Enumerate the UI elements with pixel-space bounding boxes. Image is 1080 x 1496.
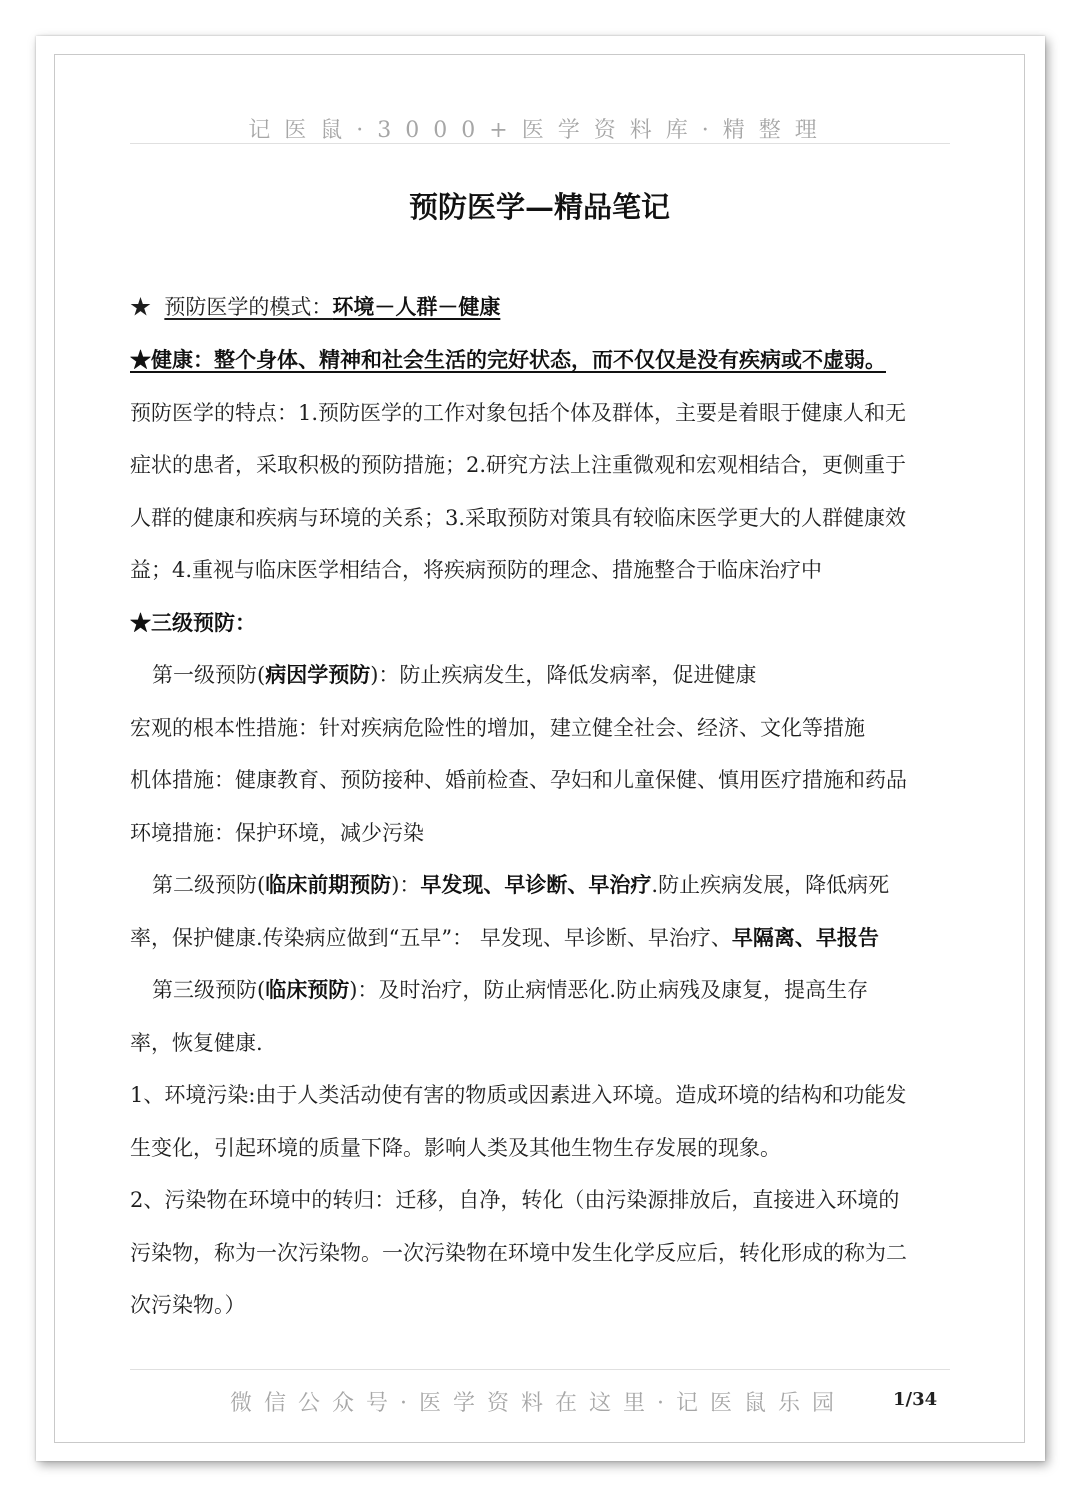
line-health-definition: ★健康：整个身体、精神和社会生活的完好状态，而不仅仅是没有疾病或不虚弱。 — [130, 347, 886, 372]
line-five-early — [130, 924, 960, 952]
header-divider — [130, 143, 950, 144]
footer-divider — [130, 1369, 950, 1370]
paragraph-line: 宏观的根本性措施：针对疾病危险性的增加，建立健全社会、经济、文化等措施 — [130, 716, 865, 740]
paragraph-line: 症状的患者，采取积极的预防措施；2.研究方法上注重微观和宏观相结合，更侧重于 — [130, 453, 907, 477]
paragraph-line: 2、污染物在环境中的转归：迁移，自净，转化（由污染源排放后，直接进入环境的 — [130, 1188, 900, 1212]
text-span: 第二级预防( — [152, 873, 266, 897]
bold-term: 早发现、早诊断、早治疗 — [420, 872, 652, 897]
document-page — [36, 36, 1045, 1461]
paragraph-line: 人群的健康和疾病与环境的关系；3.采取预防对策具有较临床医学更大的人群健康效 — [130, 506, 907, 530]
line-model — [130, 293, 960, 321]
bold-term: 病因学预防 — [265, 662, 371, 687]
paragraph-line: 益；4.重视与临床医学相结合，将疾病预防的理念、措施整合于临床治疗中 — [130, 558, 823, 582]
section-heading: ★三级预防： — [130, 610, 256, 635]
document-title: 预防医学—精品笔记 — [408, 190, 670, 224]
model-label: 预防医学的模式： — [164, 295, 333, 319]
paragraph-line: 次污染物。） — [130, 1293, 246, 1317]
text-span: 率，保护健康.传染病应做到“五早”： 早发现、早诊断、早治疗、 — [130, 926, 732, 950]
page-header: 记医鼠·3000+医学资料库·精整理 — [248, 118, 831, 143]
bold-term: 临床前期预防 — [265, 872, 392, 897]
text-span: )：防止疾病发生，降低发病率，促进健康 — [370, 663, 757, 687]
paragraph-line: 机体措施：健康教育、预防接种、婚前检查、孕妇和儿童保健、慎用医疗措施和药品 — [130, 768, 907, 792]
line-secondary-prevention — [152, 871, 982, 899]
bold-term: 早隔离、早报告 — [731, 925, 879, 950]
line-primary-prevention — [152, 661, 982, 689]
page-footer: 微信公众号·医学资料在这里·记医鼠乐园 — [230, 1391, 846, 1416]
paragraph-line: 生变化，引起环境的质量下降。影响人类及其他生物生存发展的现象。 — [130, 1136, 781, 1160]
paragraph-line: 1、环境污染:由于人类活动使有害的物质或因素进入环境。造成环境的结构和功能发 — [130, 1083, 907, 1107]
text-span: 第一级预防( — [152, 663, 266, 687]
bold-term: 临床预防 — [265, 977, 350, 1002]
star-bullet: ★ — [130, 295, 151, 319]
paragraph-line: 预防医学的特点：1.预防医学的工作对象包括个体及群体，主要是着眼于健康人和无 — [130, 401, 907, 425]
text-span: .防止疾病发展，降低病死 — [651, 873, 890, 897]
paragraph-line: 污染物，称为一次污染物。一次污染物在环境中发生化学反应后，转化形成的称为二 — [130, 1241, 907, 1265]
model-value: 环境－人群－健康 — [332, 294, 501, 319]
paragraph-line: 率，恢复健康. — [130, 1031, 263, 1055]
text-span: )： — [391, 873, 421, 897]
text-span: )：及时治疗，防止病情恶化.防止病残及康复，提高生存 — [349, 978, 869, 1002]
page-number: 1/34 — [893, 1389, 938, 1410]
page-frame — [54, 54, 1025, 1443]
line-tertiary-prevention — [152, 976, 982, 1004]
text-span: 第三级预防( — [152, 978, 266, 1002]
paragraph-line: 环境措施：保护环境，减少污染 — [130, 821, 424, 845]
